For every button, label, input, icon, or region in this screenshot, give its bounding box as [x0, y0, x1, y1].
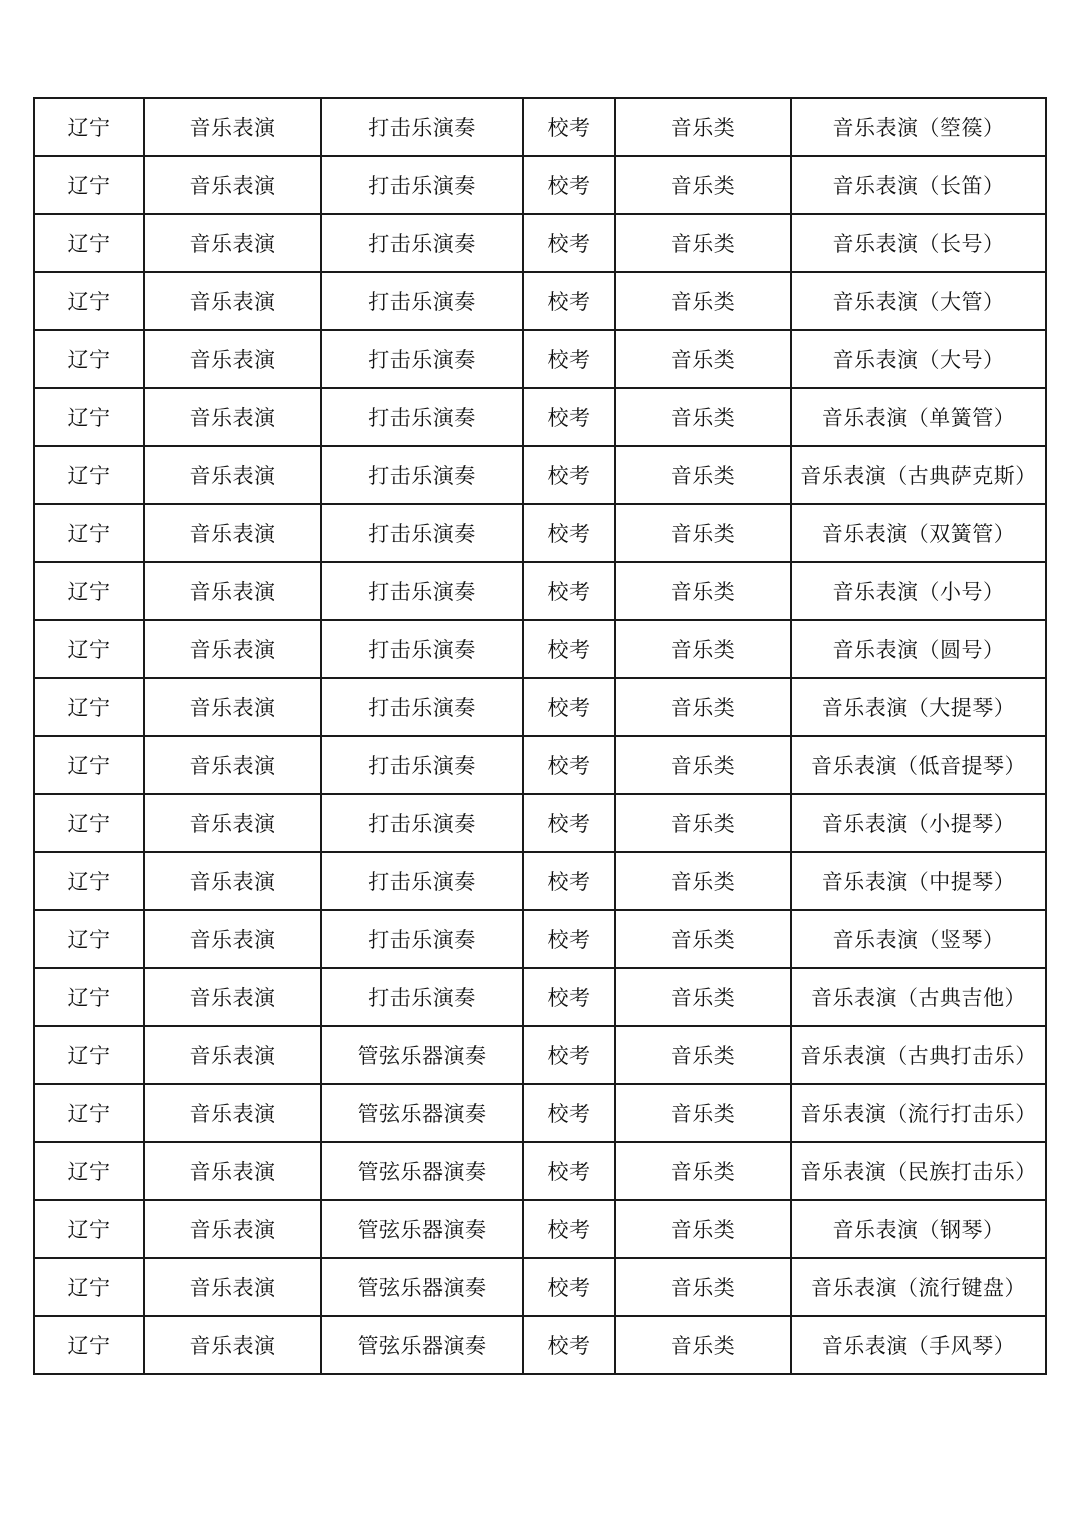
cell-province: 辽宁 — [34, 214, 144, 272]
cell-exam-type: 校考 — [523, 794, 615, 852]
cell-category: 音乐类 — [615, 98, 791, 156]
cell-province: 辽宁 — [34, 678, 144, 736]
table-row — [34, 852, 1046, 910]
cell-exam-type: 校考 — [523, 504, 615, 562]
cell-category: 音乐类 — [615, 1142, 791, 1200]
cell-direction: 打击乐演奏 — [321, 156, 523, 214]
cell-category: 音乐类 — [615, 968, 791, 1026]
cell-major: 音乐表演 — [144, 736, 321, 794]
cell-program: 音乐表演（箜篌） — [791, 98, 1046, 156]
table-row — [34, 446, 1046, 504]
cell-major: 音乐表演 — [144, 214, 321, 272]
cell-program: 音乐表演（圆号） — [791, 620, 1046, 678]
cell-category: 音乐类 — [615, 562, 791, 620]
cell-province: 辽宁 — [34, 1142, 144, 1200]
table-row — [34, 1142, 1046, 1200]
table-row — [34, 968, 1046, 1026]
cell-province: 辽宁 — [34, 98, 144, 156]
cell-direction: 打击乐演奏 — [321, 214, 523, 272]
cell-major: 音乐表演 — [144, 1084, 321, 1142]
cell-category: 音乐类 — [615, 794, 791, 852]
cell-exam-type: 校考 — [523, 678, 615, 736]
cell-program: 音乐表演（低音提琴） — [791, 736, 1046, 794]
cell-exam-type: 校考 — [523, 852, 615, 910]
cell-program: 音乐表演（古典打击乐） — [791, 1026, 1046, 1084]
cell-province: 辽宁 — [34, 1258, 144, 1316]
cell-category: 音乐类 — [615, 910, 791, 968]
cell-category: 音乐类 — [615, 388, 791, 446]
cell-direction: 打击乐演奏 — [321, 98, 523, 156]
cell-category: 音乐类 — [615, 1200, 791, 1258]
cell-province: 辽宁 — [34, 736, 144, 794]
cell-program: 音乐表演（长号） — [791, 214, 1046, 272]
cell-direction: 打击乐演奏 — [321, 388, 523, 446]
cell-direction: 管弦乐器演奏 — [321, 1142, 523, 1200]
cell-program: 音乐表演（竖琴） — [791, 910, 1046, 968]
cell-direction: 打击乐演奏 — [321, 330, 523, 388]
cell-direction: 管弦乐器演奏 — [321, 1200, 523, 1258]
cell-major: 音乐表演 — [144, 156, 321, 214]
table-row — [34, 1258, 1046, 1316]
cell-category: 音乐类 — [615, 272, 791, 330]
table-row — [34, 1200, 1046, 1258]
cell-category: 音乐类 — [615, 736, 791, 794]
cell-exam-type: 校考 — [523, 214, 615, 272]
cell-exam-type: 校考 — [523, 910, 615, 968]
cell-program: 音乐表演（流行打击乐） — [791, 1084, 1046, 1142]
cell-major: 音乐表演 — [144, 968, 321, 1026]
table-row — [34, 620, 1046, 678]
cell-direction: 打击乐演奏 — [321, 910, 523, 968]
cell-province: 辽宁 — [34, 388, 144, 446]
cell-program: 音乐表演（手风琴） — [791, 1316, 1046, 1374]
cell-direction: 打击乐演奏 — [321, 620, 523, 678]
cell-category: 音乐类 — [615, 214, 791, 272]
cell-exam-type: 校考 — [523, 98, 615, 156]
cell-program: 音乐表演（大号） — [791, 330, 1046, 388]
cell-province: 辽宁 — [34, 272, 144, 330]
table-row — [34, 156, 1046, 214]
cell-exam-type: 校考 — [523, 388, 615, 446]
cell-province: 辽宁 — [34, 910, 144, 968]
cell-category: 音乐类 — [615, 330, 791, 388]
cell-province: 辽宁 — [34, 562, 144, 620]
cell-province: 辽宁 — [34, 1084, 144, 1142]
cell-major: 音乐表演 — [144, 504, 321, 562]
cell-category: 音乐类 — [615, 852, 791, 910]
cell-exam-type: 校考 — [523, 1084, 615, 1142]
cell-province: 辽宁 — [34, 446, 144, 504]
cell-direction: 打击乐演奏 — [321, 968, 523, 1026]
cell-program: 音乐表演（古典萨克斯） — [791, 446, 1046, 504]
cell-major: 音乐表演 — [144, 910, 321, 968]
table-row — [34, 1026, 1046, 1084]
cell-category: 音乐类 — [615, 1026, 791, 1084]
cell-major: 音乐表演 — [144, 794, 321, 852]
table-row — [34, 388, 1046, 446]
cell-major: 音乐表演 — [144, 272, 321, 330]
cell-exam-type: 校考 — [523, 1026, 615, 1084]
cell-category: 音乐类 — [615, 1258, 791, 1316]
cell-province: 辽宁 — [34, 620, 144, 678]
cell-category: 音乐类 — [615, 620, 791, 678]
cell-major: 音乐表演 — [144, 446, 321, 504]
cell-exam-type: 校考 — [523, 968, 615, 1026]
cell-major: 音乐表演 — [144, 562, 321, 620]
cell-direction: 管弦乐器演奏 — [321, 1316, 523, 1374]
cell-program: 音乐表演（钢琴） — [791, 1200, 1046, 1258]
cell-category: 音乐类 — [615, 1084, 791, 1142]
cell-category: 音乐类 — [615, 1316, 791, 1374]
cell-program: 音乐表演（民族打击乐） — [791, 1142, 1046, 1200]
cell-major: 音乐表演 — [144, 1258, 321, 1316]
cell-major: 音乐表演 — [144, 1200, 321, 1258]
cell-direction: 打击乐演奏 — [321, 446, 523, 504]
cell-program: 音乐表演（小号） — [791, 562, 1046, 620]
table-row — [34, 504, 1046, 562]
cell-exam-type: 校考 — [523, 562, 615, 620]
cell-program: 音乐表演（小提琴） — [791, 794, 1046, 852]
table-row — [34, 678, 1046, 736]
cell-direction: 管弦乐器演奏 — [321, 1084, 523, 1142]
cell-exam-type: 校考 — [523, 736, 615, 794]
cell-direction: 打击乐演奏 — [321, 852, 523, 910]
cell-province: 辽宁 — [34, 1026, 144, 1084]
cell-program: 音乐表演（中提琴） — [791, 852, 1046, 910]
cell-major: 音乐表演 — [144, 852, 321, 910]
cell-direction: 打击乐演奏 — [321, 272, 523, 330]
cell-program: 音乐表演（大管） — [791, 272, 1046, 330]
cell-exam-type: 校考 — [523, 1316, 615, 1374]
cell-province: 辽宁 — [34, 1316, 144, 1374]
cell-program: 音乐表演（双簧管） — [791, 504, 1046, 562]
cell-exam-type: 校考 — [523, 446, 615, 504]
cell-major: 音乐表演 — [144, 1026, 321, 1084]
table-row — [34, 1084, 1046, 1142]
cell-major: 音乐表演 — [144, 1316, 321, 1374]
cell-exam-type: 校考 — [523, 272, 615, 330]
cell-province: 辽宁 — [34, 1200, 144, 1258]
cell-category: 音乐类 — [615, 156, 791, 214]
cell-exam-type: 校考 — [523, 620, 615, 678]
cell-major: 音乐表演 — [144, 98, 321, 156]
cell-category: 音乐类 — [615, 446, 791, 504]
cell-direction: 打击乐演奏 — [321, 504, 523, 562]
cell-province: 辽宁 — [34, 794, 144, 852]
cell-program: 音乐表演（长笛） — [791, 156, 1046, 214]
table-body — [34, 98, 1046, 1374]
cell-province: 辽宁 — [34, 504, 144, 562]
cell-direction: 打击乐演奏 — [321, 678, 523, 736]
cell-major: 音乐表演 — [144, 678, 321, 736]
cell-direction: 打击乐演奏 — [321, 794, 523, 852]
table-row — [34, 272, 1046, 330]
table-row — [34, 910, 1046, 968]
cell-major: 音乐表演 — [144, 1142, 321, 1200]
cell-exam-type: 校考 — [523, 1258, 615, 1316]
cell-category: 音乐类 — [615, 504, 791, 562]
cell-province: 辽宁 — [34, 968, 144, 1026]
table-row — [34, 736, 1046, 794]
table-row — [34, 98, 1046, 156]
cell-direction: 管弦乐器演奏 — [321, 1026, 523, 1084]
cell-direction: 打击乐演奏 — [321, 736, 523, 794]
table-row — [34, 562, 1046, 620]
cell-major: 音乐表演 — [144, 388, 321, 446]
cell-province: 辽宁 — [34, 330, 144, 388]
cell-exam-type: 校考 — [523, 156, 615, 214]
cell-category: 音乐类 — [615, 678, 791, 736]
cell-program: 音乐表演（大提琴） — [791, 678, 1046, 736]
cell-direction: 打击乐演奏 — [321, 562, 523, 620]
cell-program: 音乐表演（古典吉他） — [791, 968, 1046, 1026]
enrollment-table — [33, 97, 1047, 1375]
table-row — [34, 330, 1046, 388]
table-row — [34, 214, 1046, 272]
cell-program: 音乐表演（流行键盘） — [791, 1258, 1046, 1316]
cell-major: 音乐表演 — [144, 330, 321, 388]
cell-exam-type: 校考 — [523, 1200, 615, 1258]
cell-major: 音乐表演 — [144, 620, 321, 678]
cell-province: 辽宁 — [34, 852, 144, 910]
cell-province: 辽宁 — [34, 156, 144, 214]
cell-exam-type: 校考 — [523, 1142, 615, 1200]
cell-direction: 管弦乐器演奏 — [321, 1258, 523, 1316]
cell-program: 音乐表演（单簧管） — [791, 388, 1046, 446]
cell-exam-type: 校考 — [523, 330, 615, 388]
table-row — [34, 1316, 1046, 1374]
table-row — [34, 794, 1046, 852]
